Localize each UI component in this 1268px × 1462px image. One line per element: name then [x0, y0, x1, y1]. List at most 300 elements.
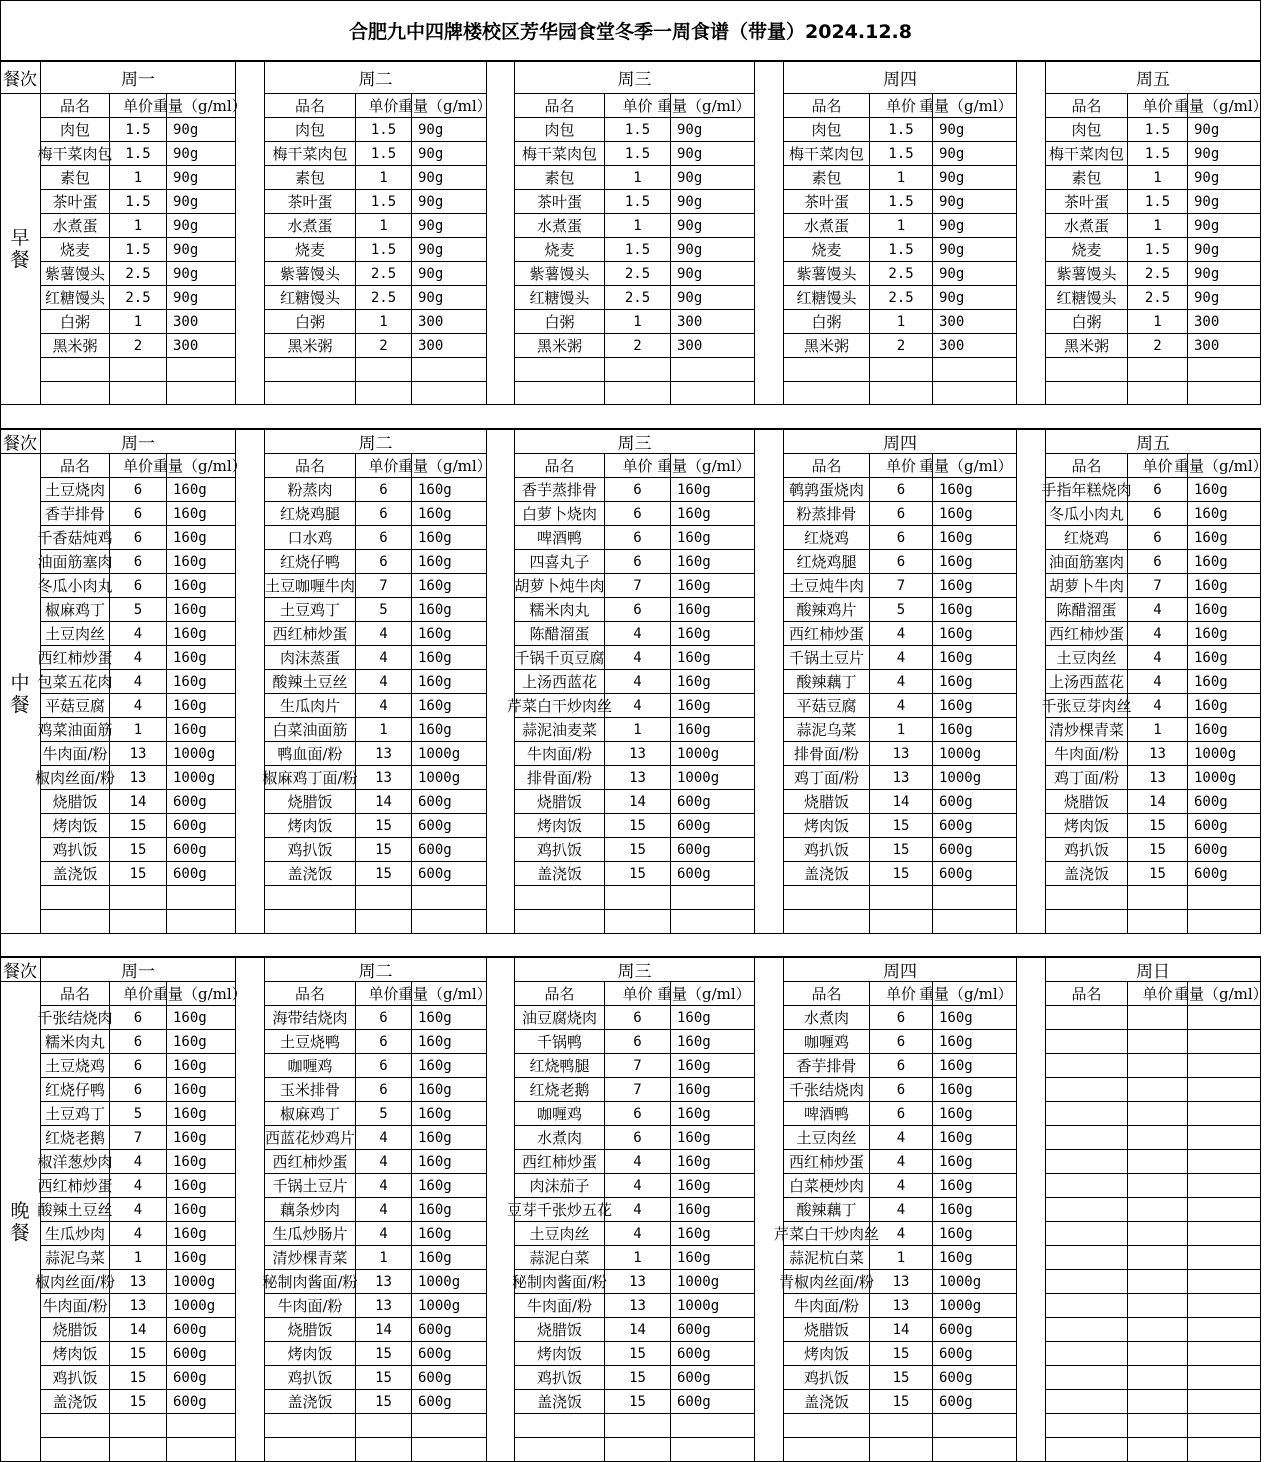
empty-cell [1188, 1366, 1261, 1390]
dish-weight: 300 [167, 310, 236, 334]
dish-weight: 90g [412, 142, 487, 166]
dish-weight: 160g [671, 526, 755, 550]
empty-cell [1046, 1414, 1128, 1438]
dish-weight: 160g [167, 550, 236, 574]
dish-price: 4 [356, 1150, 412, 1174]
dish-name: 白粥 [265, 310, 356, 334]
dish-price: 4 [110, 1174, 167, 1198]
empty-cell [1128, 1366, 1188, 1390]
empty-cell [1128, 1102, 1188, 1126]
dish-weight: 300 [1188, 310, 1261, 334]
dish-weight: 160g [412, 598, 487, 622]
dish-weight: 600g [671, 862, 755, 886]
dish-name: 红烧鸭腿 [515, 1054, 605, 1078]
day-header: 周一 [41, 957, 236, 982]
dish-weight: 160g [671, 646, 755, 670]
dish-price: 4 [356, 622, 412, 646]
dish-name: 牛肉面/粉 [265, 1294, 356, 1318]
dish-name: 盖浇饭 [784, 1390, 870, 1414]
name-header: 品名 [265, 454, 356, 478]
dish-name: 烧麦 [41, 238, 110, 262]
dish-name: 烤肉饭 [784, 814, 870, 838]
dish-price: 13 [605, 742, 671, 766]
empty-cell [1046, 886, 1128, 910]
dish-price: 6 [605, 1006, 671, 1030]
dish-name: 清炒棵青菜 [265, 1246, 356, 1270]
dish-weight: 160g [933, 718, 1017, 742]
dish-weight: 160g [167, 1246, 236, 1270]
dish-name: 椒麻鸡丁面/粉 [265, 766, 356, 790]
dish-weight: 300 [1188, 334, 1261, 358]
dish-price: 13 [870, 742, 933, 766]
dish-weight: 600g [933, 814, 1017, 838]
dish-weight: 90g [1188, 238, 1261, 262]
dish-name: 青椒肉丝面/粉 [784, 1270, 870, 1294]
dish-price: 14 [110, 790, 167, 814]
dish-weight: 600g [412, 838, 487, 862]
dish-price: 6 [356, 1054, 412, 1078]
dish-weight: 90g [1188, 286, 1261, 310]
dish-price: 15 [1128, 862, 1188, 886]
empty-cell [1188, 358, 1261, 382]
name-header: 品名 [41, 982, 110, 1006]
dish-name: 酸辣藕丁 [784, 670, 870, 694]
dish-price: 5 [870, 598, 933, 622]
dish-price: 1 [1128, 214, 1188, 238]
dish-weight: 90g [167, 214, 236, 238]
dish-name: 梅干菜肉包 [1046, 142, 1128, 166]
dish-price: 1 [870, 1246, 933, 1270]
dish-weight: 1000g [671, 1294, 755, 1318]
dish-name: 牛肉面/粉 [784, 1294, 870, 1318]
dish-name: 土豆炖牛肉 [784, 574, 870, 598]
dish-price: 2 [870, 334, 933, 358]
dish-name: 牛肉面/粉 [515, 742, 605, 766]
dish-weight: 160g [933, 526, 1017, 550]
dish-name: 茶叶蛋 [41, 190, 110, 214]
empty-cell [1128, 1246, 1188, 1270]
dish-name: 白粥 [515, 310, 605, 334]
dish-name: 西红柿炒蛋 [41, 1174, 110, 1198]
dish-name: 素包 [265, 166, 356, 190]
dish-price: 4 [870, 622, 933, 646]
dish-name: 牛肉面/粉 [515, 1294, 605, 1318]
dish-price: 14 [605, 790, 671, 814]
dish-price: 7 [605, 1078, 671, 1102]
dish-weight: 160g [1188, 694, 1261, 718]
dish-name: 西红柿炒蛋 [265, 1150, 356, 1174]
dish-price: 13 [110, 1294, 167, 1318]
dish-weight: 160g [167, 622, 236, 646]
empty-cell [784, 1438, 870, 1462]
dish-weight: 160g [167, 574, 236, 598]
dish-price: 4 [1128, 670, 1188, 694]
empty-cell [1188, 1438, 1261, 1462]
dish-name: 茶叶蛋 [784, 190, 870, 214]
dish-weight: 160g [671, 1006, 755, 1030]
dish-weight: 90g [671, 118, 755, 142]
dish-name: 红烧老鹅 [41, 1126, 110, 1150]
dish-name: 红烧鸡腿 [265, 502, 356, 526]
dish-name: 鸡扒饭 [515, 1366, 605, 1390]
dish-weight: 90g [933, 142, 1017, 166]
dish-name: 烤肉饭 [784, 1342, 870, 1366]
dish-price: 13 [356, 742, 412, 766]
dish-weight: 160g [412, 622, 487, 646]
dish-name: 烤肉饭 [265, 1342, 356, 1366]
dish-weight: 160g [671, 1246, 755, 1270]
dish-weight: 600g [1188, 814, 1261, 838]
dish-name: 啤酒鸭 [515, 526, 605, 550]
dish-price: 6 [870, 1030, 933, 1054]
weight-header: 重量（g/ml） [933, 94, 1017, 118]
dish-weight: 160g [412, 502, 487, 526]
dish-weight: 160g [933, 502, 1017, 526]
empty-cell [1046, 1246, 1128, 1270]
dish-price: 1.5 [356, 142, 412, 166]
dish-weight: 90g [167, 238, 236, 262]
dish-price: 4 [870, 1174, 933, 1198]
empty-cell [1128, 1222, 1188, 1246]
dish-price: 2.5 [356, 262, 412, 286]
dish-name: 黑米粥 [1046, 334, 1128, 358]
dish-price: 4 [1128, 598, 1188, 622]
empty-cell [265, 886, 356, 910]
dish-price: 6 [605, 502, 671, 526]
dish-name: 盖浇饭 [784, 862, 870, 886]
empty-cell [1046, 1078, 1128, 1102]
empty-cell [933, 1414, 1017, 1438]
name-header: 品名 [1046, 454, 1128, 478]
dish-price: 4 [605, 1150, 671, 1174]
dish-price: 1.5 [356, 238, 412, 262]
empty-cell [515, 886, 605, 910]
empty-cell [1188, 1414, 1261, 1438]
dish-name: 西红柿炒蛋 [265, 622, 356, 646]
dish-weight: 160g [671, 502, 755, 526]
dish-name: 鸡扒饭 [41, 1366, 110, 1390]
empty-cell [870, 910, 933, 934]
dish-price: 15 [110, 1342, 167, 1366]
dish-weight: 600g [671, 814, 755, 838]
dish-price: 15 [356, 1366, 412, 1390]
dish-price: 15 [870, 1390, 933, 1414]
dish-weight: 160g [167, 646, 236, 670]
dish-price: 5 [356, 1102, 412, 1126]
empty-cell [1128, 1270, 1188, 1294]
name-header: 品名 [41, 454, 110, 478]
dish-price: 15 [870, 1342, 933, 1366]
dish-name: 千锅鸭 [515, 1030, 605, 1054]
empty-cell [1046, 1438, 1128, 1462]
gap-column [1017, 61, 1046, 405]
dish-name: 烧麦 [1046, 238, 1128, 262]
name-header: 品名 [515, 454, 605, 478]
dish-name: 油面筋塞肉 [41, 550, 110, 574]
dish-price: 2.5 [1128, 286, 1188, 310]
dish-weight: 160g [933, 1078, 1017, 1102]
dish-price: 1 [605, 718, 671, 742]
day-header: 周三 [515, 429, 755, 454]
dish-price: 4 [870, 670, 933, 694]
dish-price: 4 [605, 694, 671, 718]
dish-name: 红糖馒头 [265, 286, 356, 310]
empty-cell [1188, 382, 1261, 405]
dish-weight: 160g [1188, 670, 1261, 694]
empty-cell [1046, 1198, 1128, 1222]
dish-weight: 160g [167, 598, 236, 622]
empty-cell [167, 382, 236, 405]
dish-name: 土豆肉丝 [515, 1222, 605, 1246]
dish-weight: 160g [1188, 718, 1261, 742]
dish-price: 1 [110, 166, 167, 190]
dish-name: 烤肉饭 [41, 1342, 110, 1366]
dish-weight: 90g [412, 190, 487, 214]
dish-name: 水煮蛋 [265, 214, 356, 238]
dish-name: 土豆咖喱牛肉 [265, 574, 356, 598]
empty-cell [605, 1438, 671, 1462]
dish-price: 6 [1128, 526, 1188, 550]
dish-weight: 160g [671, 694, 755, 718]
dish-name: 蒜泥白菜 [515, 1246, 605, 1270]
dish-weight: 90g [1188, 262, 1261, 286]
dish-weight: 90g [671, 190, 755, 214]
dish-name: 千张结烧肉 [41, 1006, 110, 1030]
dish-name: 烤肉饭 [515, 814, 605, 838]
empty-cell [1128, 358, 1188, 382]
dish-price: 15 [605, 1390, 671, 1414]
dish-price: 1 [605, 214, 671, 238]
dish-weight: 160g [412, 1102, 487, 1126]
dish-price: 4 [870, 1198, 933, 1222]
empty-cell [1188, 886, 1261, 910]
dish-name: 红糖馒头 [515, 286, 605, 310]
dish-price: 2 [1128, 334, 1188, 358]
dish-price: 6 [110, 478, 167, 502]
dish-price: 13 [605, 1294, 671, 1318]
dish-name: 白粥 [41, 310, 110, 334]
dish-weight: 1000g [167, 1270, 236, 1294]
dish-weight: 160g [671, 1126, 755, 1150]
gap-column [1017, 957, 1046, 1462]
dish-name: 烤肉饭 [265, 814, 356, 838]
dish-name: 酸辣土豆丝 [41, 1198, 110, 1222]
dish-name: 千锅土豆片 [265, 1174, 356, 1198]
empty-cell [515, 358, 605, 382]
dish-price: 4 [605, 670, 671, 694]
empty-cell [515, 1438, 605, 1462]
dish-weight: 90g [1188, 166, 1261, 190]
dish-weight: 160g [412, 646, 487, 670]
dish-weight: 160g [167, 1078, 236, 1102]
dish-weight: 600g [167, 862, 236, 886]
meal-label [0, 94, 41, 405]
dish-name: 上汤西蓝花 [515, 670, 605, 694]
dish-weight: 600g [671, 1342, 755, 1366]
dish-price: 5 [356, 598, 412, 622]
empty-cell [933, 1438, 1017, 1462]
dish-weight: 600g [671, 1318, 755, 1342]
dish-weight: 300 [671, 310, 755, 334]
name-header: 品名 [1046, 94, 1128, 118]
dish-name: 盖浇饭 [41, 862, 110, 886]
dish-price: 15 [605, 814, 671, 838]
meal-label-char: 中 [10, 671, 30, 694]
dish-name: 鸡扒饭 [784, 838, 870, 862]
dish-name: 千锅千页豆腐 [515, 646, 605, 670]
day-header: 周二 [265, 61, 487, 94]
dish-name: 土豆烧鸡 [41, 1054, 110, 1078]
dish-weight: 600g [933, 790, 1017, 814]
dish-price: 6 [605, 478, 671, 502]
dish-weight: 160g [933, 478, 1017, 502]
empty-cell [412, 1414, 487, 1438]
empty-cell [671, 358, 755, 382]
dish-name: 水煮蛋 [1046, 214, 1128, 238]
dish-weight: 90g [933, 214, 1017, 238]
dish-weight: 90g [933, 166, 1017, 190]
dish-weight: 90g [412, 214, 487, 238]
dish-weight: 90g [167, 118, 236, 142]
dish-price: 5 [110, 598, 167, 622]
dish-name: 鸡扒饭 [784, 1366, 870, 1390]
dish-weight: 160g [671, 478, 755, 502]
dish-weight: 160g [167, 694, 236, 718]
dish-name: 啤酒鸭 [784, 1102, 870, 1126]
dish-name: 西蓝花炒鸡片 [265, 1126, 356, 1150]
dish-weight: 160g [1188, 478, 1261, 502]
dish-name: 土豆肉丝 [41, 622, 110, 646]
dish-price: 6 [870, 1102, 933, 1126]
dish-weight: 600g [933, 1390, 1017, 1414]
dish-name: 酸辣藕丁 [784, 1198, 870, 1222]
dish-price: 6 [605, 526, 671, 550]
dish-price: 1 [605, 166, 671, 190]
empty-cell [412, 1438, 487, 1462]
dish-price: 2 [605, 334, 671, 358]
dish-name: 油面筋塞肉 [1046, 550, 1128, 574]
dish-price: 15 [1128, 814, 1188, 838]
empty-cell [1188, 1030, 1261, 1054]
dish-name: 素包 [1046, 166, 1128, 190]
dish-price: 2.5 [870, 262, 933, 286]
dish-name: 烧腊饭 [784, 1318, 870, 1342]
dish-name: 水煮肉 [784, 1006, 870, 1030]
dish-price: 13 [605, 766, 671, 790]
empty-cell [1128, 1150, 1188, 1174]
dish-price: 6 [605, 1102, 671, 1126]
empty-cell [167, 358, 236, 382]
dish-price: 1 [605, 1246, 671, 1270]
dish-name: 水煮蛋 [41, 214, 110, 238]
dish-name: 鸡扒饭 [515, 838, 605, 862]
day-header: 周一 [41, 61, 236, 94]
name-header: 品名 [1046, 982, 1128, 1006]
dish-weight: 600g [933, 1366, 1017, 1390]
dish-price: 15 [870, 814, 933, 838]
empty-cell [356, 382, 412, 405]
dish-weight: 160g [167, 1222, 236, 1246]
empty-cell [1046, 1366, 1128, 1390]
dish-name: 烧腊饭 [515, 790, 605, 814]
dish-price: 1 [1128, 718, 1188, 742]
empty-cell [1046, 1270, 1128, 1294]
dish-weight: 600g [933, 862, 1017, 886]
dish-name: 胡萝卜炖牛肉 [515, 574, 605, 598]
price-header: 单价 [110, 454, 167, 478]
dish-weight: 1000g [933, 742, 1017, 766]
dish-price: 1 [110, 718, 167, 742]
meal-label [0, 454, 41, 934]
dish-price: 1.5 [605, 190, 671, 214]
dish-name: 土豆鸡丁 [265, 598, 356, 622]
dish-price: 1 [870, 214, 933, 238]
dish-price: 1 [356, 718, 412, 742]
dish-weight: 160g [412, 1006, 487, 1030]
dish-price: 15 [356, 1390, 412, 1414]
empty-cell [1188, 1294, 1261, 1318]
dish-price: 15 [356, 1342, 412, 1366]
dish-name: 土豆肉丝 [784, 1126, 870, 1150]
dish-name: 烤肉饭 [1046, 814, 1128, 838]
dish-name: 盖浇饭 [515, 1390, 605, 1414]
dish-weight: 160g [933, 622, 1017, 646]
dish-price: 4 [110, 1222, 167, 1246]
dish-name: 红烧鸡 [784, 526, 870, 550]
empty-cell [1188, 910, 1261, 934]
dish-price: 1.5 [356, 190, 412, 214]
dish-price: 6 [870, 478, 933, 502]
dish-name: 生瓜肉片 [265, 694, 356, 718]
empty-cell [110, 1438, 167, 1462]
dish-price: 14 [870, 790, 933, 814]
name-header: 品名 [515, 94, 605, 118]
day-header: 周日 [1046, 957, 1261, 982]
day-header: 周三 [515, 61, 755, 94]
dish-weight: 160g [933, 574, 1017, 598]
dish-weight: 600g [412, 862, 487, 886]
dish-price: 1 [356, 214, 412, 238]
empty-cell [784, 382, 870, 405]
price-header: 单价 [1128, 454, 1188, 478]
dish-weight: 90g [412, 166, 487, 190]
dish-weight: 600g [933, 1318, 1017, 1342]
dish-weight: 90g [933, 238, 1017, 262]
empty-cell [933, 382, 1017, 405]
dish-price: 2.5 [605, 262, 671, 286]
empty-cell [605, 886, 671, 910]
dish-weight: 90g [167, 262, 236, 286]
price-header: 单价 [605, 454, 671, 478]
dish-price: 1 [870, 718, 933, 742]
dish-weight: 600g [671, 1390, 755, 1414]
empty-cell [1128, 1414, 1188, 1438]
empty-cell [41, 1414, 110, 1438]
empty-cell [784, 910, 870, 934]
dish-name: 白菜油面筋 [265, 718, 356, 742]
dish-name: 四喜丸子 [515, 550, 605, 574]
dish-price: 15 [110, 838, 167, 862]
dish-price: 14 [110, 1318, 167, 1342]
dish-name: 盖浇饭 [1046, 862, 1128, 886]
dish-name: 排骨面/粉 [515, 766, 605, 790]
dish-name: 油豆腐烧肉 [515, 1006, 605, 1030]
dish-weight: 300 [167, 334, 236, 358]
empty-cell [1046, 1174, 1128, 1198]
dish-weight: 160g [412, 1174, 487, 1198]
dish-price: 15 [110, 1366, 167, 1390]
dish-price: 7 [1128, 574, 1188, 598]
